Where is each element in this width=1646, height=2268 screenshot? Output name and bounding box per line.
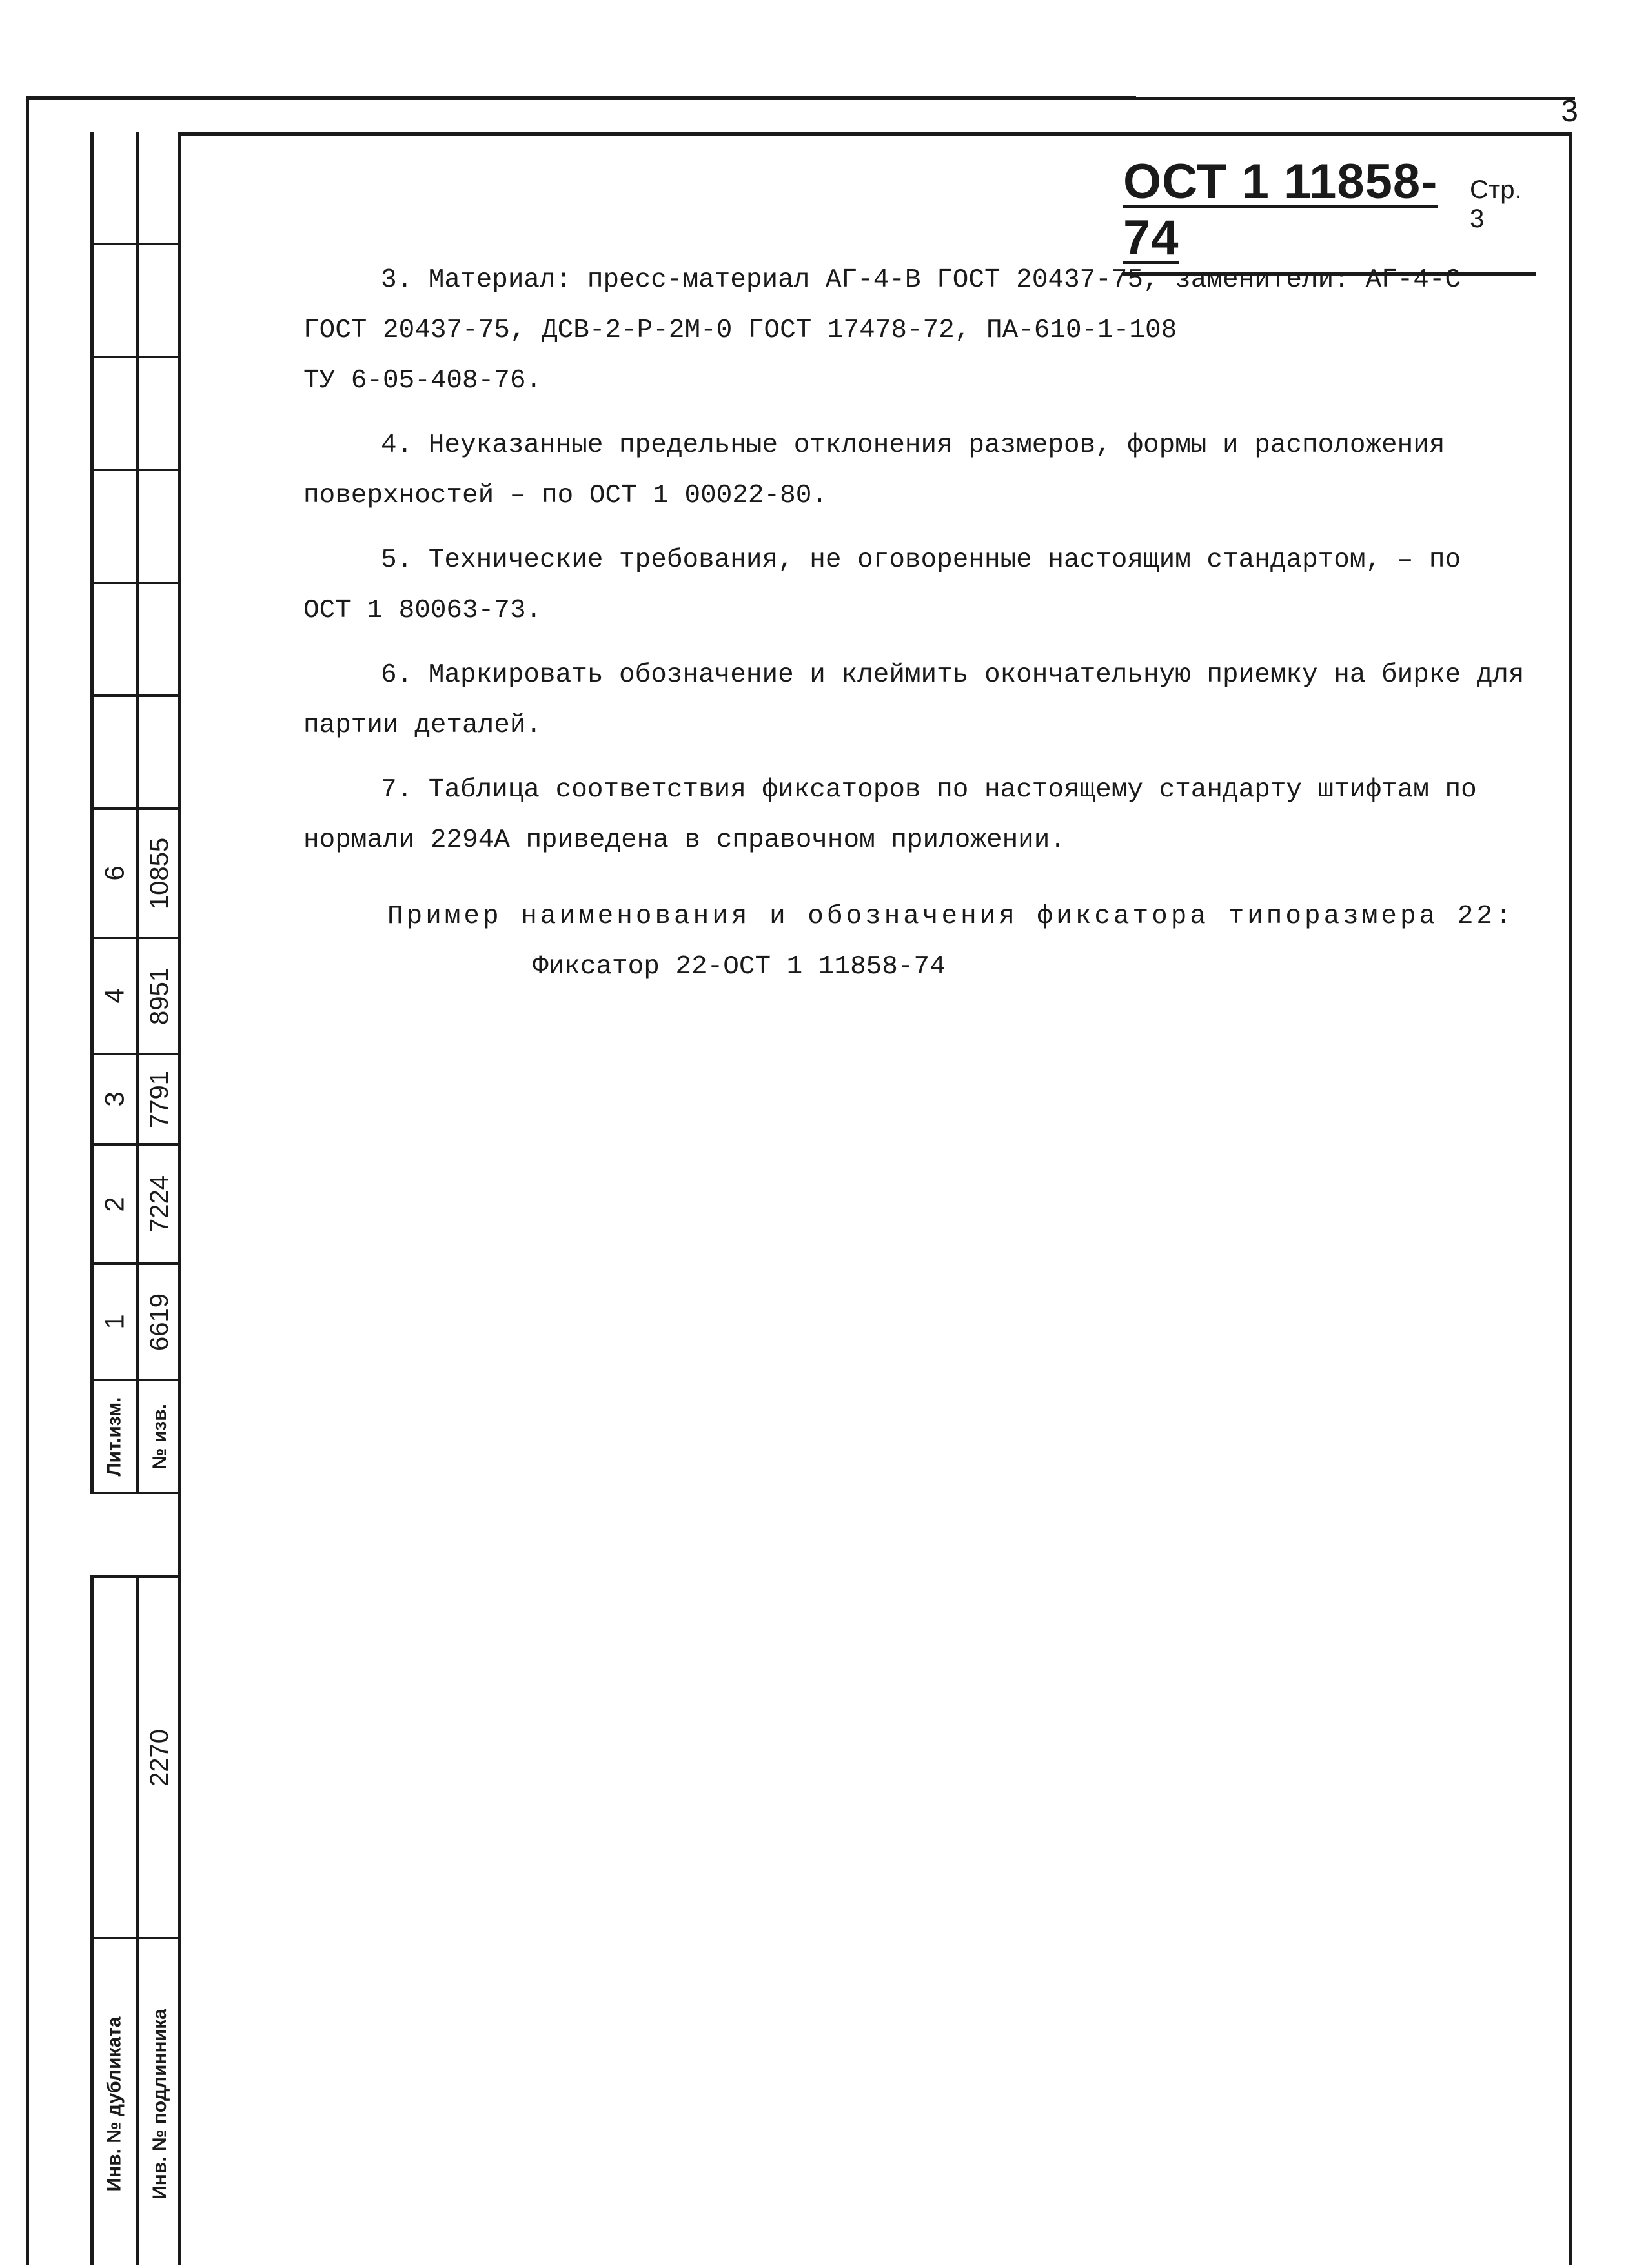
change-log-table <box>90 132 181 1494</box>
inventory-table <box>90 1575 181 2265</box>
change-lit-cell <box>94 1055 136 1146</box>
change-notice-cell <box>139 1055 181 1146</box>
document-code: ОСТ 1 11858-74 <box>1123 154 1438 265</box>
change-notice-column <box>136 132 181 1494</box>
change-notice-value: 7791 <box>145 1070 174 1128</box>
inv-orig-value-cell <box>139 1578 181 1939</box>
empty-cell <box>139 245 181 358</box>
document-body <box>303 255 1525 992</box>
paragraph-line: ТУ 6-05-408-76. <box>303 366 542 396</box>
change-lit-value: 2 <box>99 1196 130 1212</box>
page-corner-number: 3 <box>1561 94 1578 128</box>
change-lit-column <box>90 132 136 1494</box>
empty-cell <box>94 358 136 471</box>
paragraph-line: 3. Материал: пресс-материал АГ-4-В ГОСТ 20437-75, заменители: АГ-4-С <box>381 265 1461 295</box>
no-izv-label: № изв. <box>148 1403 170 1470</box>
inv-orig-value: 2270 <box>145 1728 174 1787</box>
lit-izm-label: Лит.изм. <box>103 1396 125 1477</box>
paragraph-6 <box>303 650 1525 751</box>
change-lit-cell <box>94 939 136 1055</box>
inv-orig-label: Инв. № подлинника <box>148 2008 170 2200</box>
inv-dup-column <box>90 1578 136 2265</box>
example-title: Пример наименования и обозначения фиксатора типоразмера 22: <box>387 902 1515 931</box>
change-lit-value: 6 <box>99 866 130 881</box>
paragraph-5 <box>303 535 1517 636</box>
change-notice-cell <box>139 810 181 939</box>
paragraph-line: ГОСТ 20437-75, ДСВ-2-Р-2М-0 ГОСТ 17478-72, ПА-610-1-108 <box>303 316 1177 345</box>
empty-cell <box>94 697 136 810</box>
inv-dup-label-cell <box>94 1939 136 2268</box>
paragraph-line: партии деталей. <box>303 711 542 740</box>
change-lit-value: 3 <box>99 1091 130 1107</box>
change-lit-value: 1 <box>99 1314 130 1330</box>
paragraph-7 <box>303 765 1517 866</box>
empty-cell <box>139 132 181 245</box>
change-lit-value: 4 <box>99 988 130 1004</box>
inv-orig-label-cell <box>139 1939 181 2268</box>
lit-izm-label-cell <box>94 1381 136 1494</box>
paragraph-line: ОСТ 1 80063-73. <box>303 596 542 625</box>
change-notice-value: 6619 <box>145 1293 174 1351</box>
paragraph-4 <box>303 420 1517 521</box>
empty-cell <box>94 471 136 584</box>
empty-cell <box>139 358 181 471</box>
paragraph-line: 4. Неуказанные предельные отклонения размеров, формы и расположения <box>381 430 1445 460</box>
empty-cell <box>139 584 181 697</box>
paragraph-3 <box>303 255 1517 406</box>
change-notice-value: 7224 <box>145 1175 174 1233</box>
example-value: Фиксатор 22-ОСТ 1 11858-74 <box>533 952 946 982</box>
empty-cell <box>94 245 136 358</box>
no-izv-label-cell <box>139 1381 181 1494</box>
change-notice-cell <box>139 939 181 1055</box>
paragraph-line: 7. Таблица соответствия фиксаторов по настоящему стандарту штифтам по <box>381 775 1477 805</box>
empty-cell <box>94 132 136 245</box>
inv-dup-label: Инв. № дубликата <box>103 2016 125 2192</box>
change-notice-cell <box>139 1265 181 1381</box>
paragraph-line: нормали 2294А приведена в справочном приложении. <box>303 825 1066 855</box>
paragraph-line: поверхностей – по ОСТ 1 00022-80. <box>303 481 828 511</box>
change-lit-cell <box>94 1146 136 1265</box>
empty-cell <box>139 697 181 810</box>
paragraph-line: 5. Технические требования, не оговоренные настоящим стандартом, – по <box>381 545 1461 575</box>
change-lit-cell <box>94 810 136 939</box>
inv-dup-value-cell <box>94 1578 136 1939</box>
empty-cell <box>94 584 136 697</box>
change-notice-cell <box>139 1146 181 1265</box>
paragraph-line: 6. Маркировать обозначение и клеймить окончательную приемку на бирке для <box>381 660 1525 690</box>
change-lit-cell <box>94 1265 136 1381</box>
change-notice-value: 8951 <box>145 967 174 1025</box>
inv-orig-column <box>136 1578 181 2265</box>
empty-cell <box>139 471 181 584</box>
change-notice-value: 10855 <box>145 837 174 909</box>
document-page-label: Стр. 3 <box>1469 176 1522 233</box>
